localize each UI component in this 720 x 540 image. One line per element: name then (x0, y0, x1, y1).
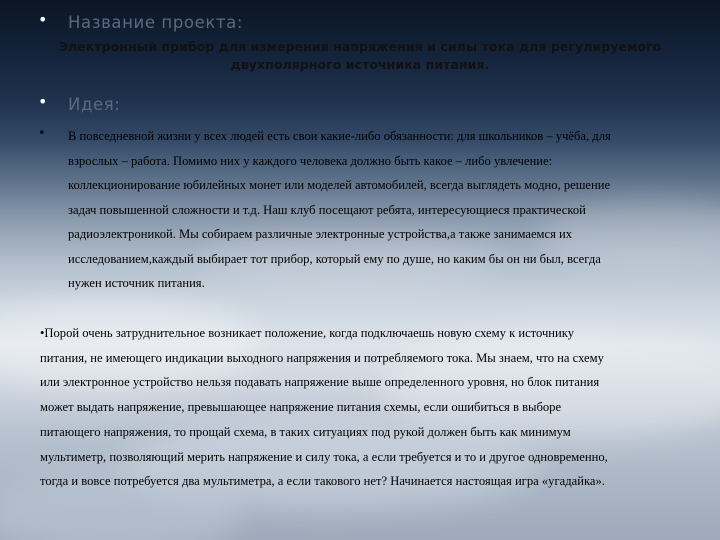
project-heading: Название проекта: (68, 13, 243, 32)
problem-paragraph: •Порой очень затруднительное возникает положение, когда подключаешь новую схему к источнику питания, не имеющего индикации выходного напряжения и потребляемого тока. Мы знаем, что на схему или электронное устройство нельзя подавать напряжение выше определенного уровня, но блок питания может выдать напряжение, превышающее напряжение питания схемы, если ошибиться в выборе питающего напряжения, то прощай схема, в таких ситуациях под рукой должен быть как минимум мультиметр, позволяющий мерить напряжение и силу тока, а если требуется и то и другое одновременно, тогда и вовсе потребуется два мультиметра, а если такового нет? Начинается настоящая игра «угадайка». (40, 326, 608, 489)
bullet-marker: • (38, 92, 48, 111)
bullet-marker: • (38, 10, 48, 29)
project-name: Электронный прибор для измерения напряжения и силы тока для регулируемого двухполярного источника питания. (58, 39, 662, 72)
idea-heading: Идея: (68, 95, 121, 114)
idea-paragraph: В повседневной жизни у всех людей есть свои какие-либо обязанности: для школьников – учёба, для взрослых – работа. Помимо них у каждого человека должно быть какое – либо увлечение: коллекционирование юбилейных монет или моделей автомобилей, всегда выглядеть модно, решение задач повышенной сложности и т.д. Наш клуб посещают ребята, интересующиеся практической радиоэлектроникой. Мы собираем различные электронные устройства,а также занимаемся их исследованием,каждый выбирает тот прибор, который ему по душе, но каким бы он ни был, всегда нужен источник питания. (68, 129, 611, 290)
bullet-marker: • (38, 126, 46, 141)
